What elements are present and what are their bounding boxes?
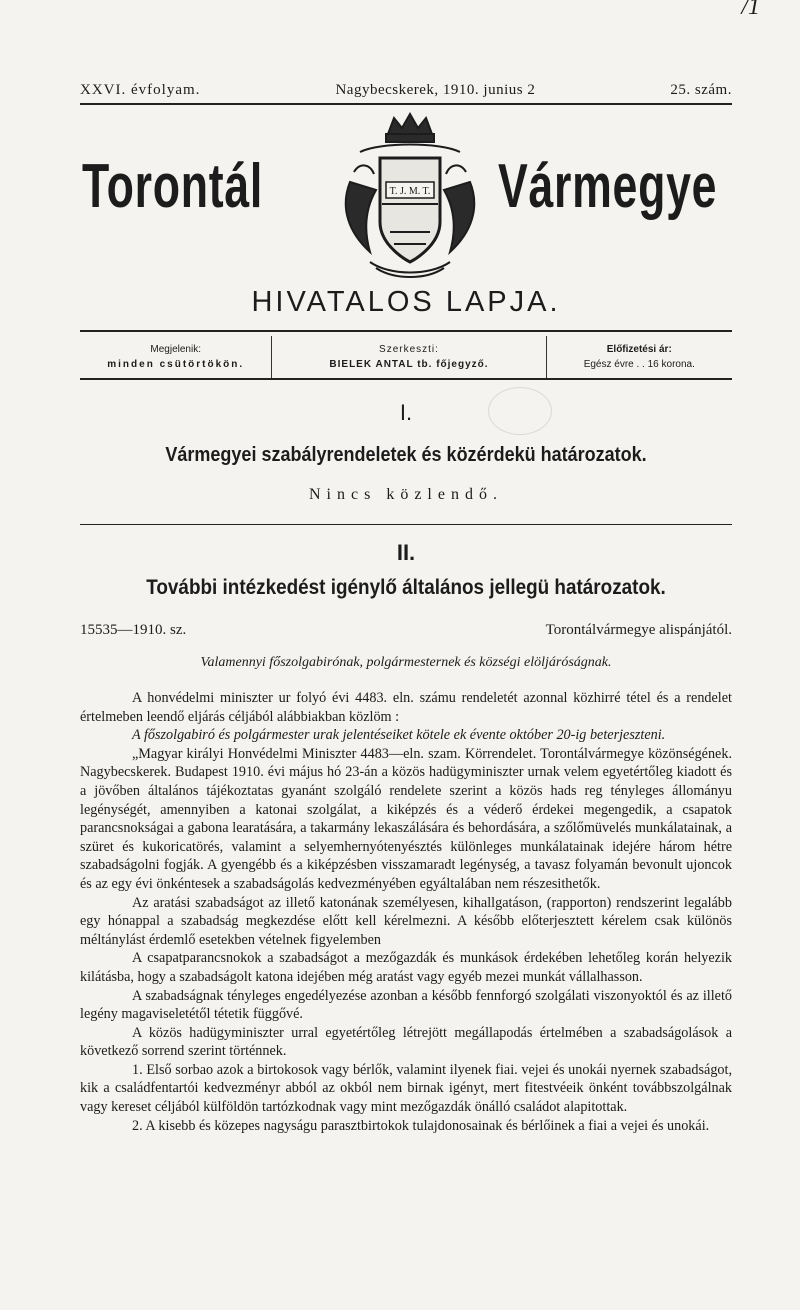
section1-numeral: I. (399, 400, 413, 425)
paragraph: A szabadságnak tényleges engedélyezése azonban a később fennforgó szolgálati viszonyoktól és az illető legény magaviseletétől tétetik függővé. (80, 987, 732, 1023)
crest-text: T. J. M. T. (389, 186, 431, 197)
volume-label: XXVI. évfolyam. (80, 82, 201, 98)
title-right: Vármegye (498, 152, 718, 221)
paragraph: 1. Első sorbao azok a birtokosok vagy bérlők, valamint ilyenek fiai. vejei és unokái nyernek szabadságot, kik a családfentartói kedvezményr abból az okból nem birnak igényt, mert fitestvéeik önként továbbszolgálnak vagy kereset céljából külföldön tartózkodnak vagy mint mezőgazdák önálló családot alapitottak. (80, 1061, 732, 1116)
issue-number: 25. szám. (670, 82, 732, 98)
appears-cell (80, 336, 271, 378)
info-bottom-rule (80, 378, 732, 380)
paragraph: „Magyar királyi Honvédelmi Miniszter 4483—eln. szam. Körrendelet. Torontálvármegye közönségének. Nagybecskerek. Budapest 1910. évi május hó 23-án a közös hadügyminiszter urnak velem egyetértőleg kiadott és a jövőben általános tájékoztatas gyanánt szolgáló rendelete szerint a közös hads reg tényleges állományu legénységét, amennyiben a katonai szolgálat, a kiképzés és a véderő érdekei megengedik, a csapatok parancsnokságai a gabona learatására, a takarmány lekaszálására és behordására, a szőlőmüvelés munkálatainak, a szüret és kukoricatörés, valamint a selyemhernyótenyésztés különleges munkálatainak idejére három hétre szabadságolni fogják. A gyengébb és a kiképzésben visszamaradt legénység, a tavasz folyamán bevonult ujoncok és az egy évi önkéntesek a szabadságolás kedvezményében egyáltalában nem részesithetők. (80, 745, 732, 892)
editor-value: BIELEK ANTAL tb. főjegyző. (329, 359, 489, 370)
section-divider (80, 524, 732, 525)
editor-cell (271, 336, 546, 378)
section1-note: Nincs közlendő. (309, 486, 503, 503)
header-line (80, 82, 732, 99)
paragraph: A főszolgabiró és polgármester urak jelentéseiket kötele ek évente október 20-ig beterjeszteni. (132, 727, 666, 744)
reference-line (80, 622, 732, 639)
header-rule (80, 103, 732, 105)
date-place: Nagybecskerek, 1910. junius 2 (335, 82, 536, 98)
addressee: Valamennyi főszolgabirónak, polgármesternek és községi elöljáróságnak. (200, 655, 612, 670)
coat-of-arms-icon (330, 112, 490, 280)
paragraph: 2. A kisebb és közepes nagyságu parasztbirtokok tulajdonosainak és bérlőinek a fiai a vejei és unokái. (132, 1117, 710, 1134)
title-left: Torontál (82, 152, 263, 221)
appears-value: minden csütörtökön. (107, 359, 245, 370)
reference-number: 15535—1910. sz. (80, 622, 187, 638)
editor-label: Szerkeszti: (379, 344, 439, 355)
paragraph: A honvédelmi miniszter ur folyó évi 4483. eln. számu rendeletét azonnal közhirré tétel és a rendelet értelmeben leendő eljárás céljából alábbiakban közlöm : (80, 690, 732, 725)
price-label: Előfizetési ár: (606, 344, 672, 355)
reference-source: Torontálvármegye alispánjától. (545, 622, 732, 638)
section2-heading: További intézkedést igénylő általános jellegü határozatok. (146, 576, 666, 599)
paragraph: A csapatparancsnokok a szabadságot a mezőgazdák és munkások érdekében lehetőleg korán helyezik kilátásba, hogy a szabadságolt katona idejében még aratást vagy egyéb mezei munkát vállalhasson. (80, 950, 732, 985)
appears-label: Megjelenik: (150, 344, 201, 355)
article-body (80, 689, 732, 1135)
subtitle: HIVATALOS LAPJA. (251, 286, 561, 318)
section2-numeral: II. (396, 540, 416, 565)
price-value: Egész évre . . 16 korona. (583, 359, 695, 370)
paragraph: Az aratási szabadságot az illető katonának személyesen, kihallgatáson, (rapporton) rendszerint legalább egy hónappal a szabadság megkezdése előtt kell kérelmezni. A később előterjesztett kérelem csak különös méltánylást érdemlő esetekben vételnek figyelemben (80, 894, 732, 948)
price-cell (547, 336, 732, 378)
paragraph: A közös hadügyminiszter urral egyetértőleg létrejött megállapodás értelmében a szabadságolások a következő sorrend szerint történnek. (80, 1024, 732, 1060)
page-mark: /1 (741, 0, 760, 20)
info-top-rule (80, 330, 732, 332)
section1-heading: Vármegyei szabályrendeletek és közérdekü határozatok. (165, 444, 647, 466)
info-bar (80, 336, 732, 378)
masthead (80, 112, 732, 282)
